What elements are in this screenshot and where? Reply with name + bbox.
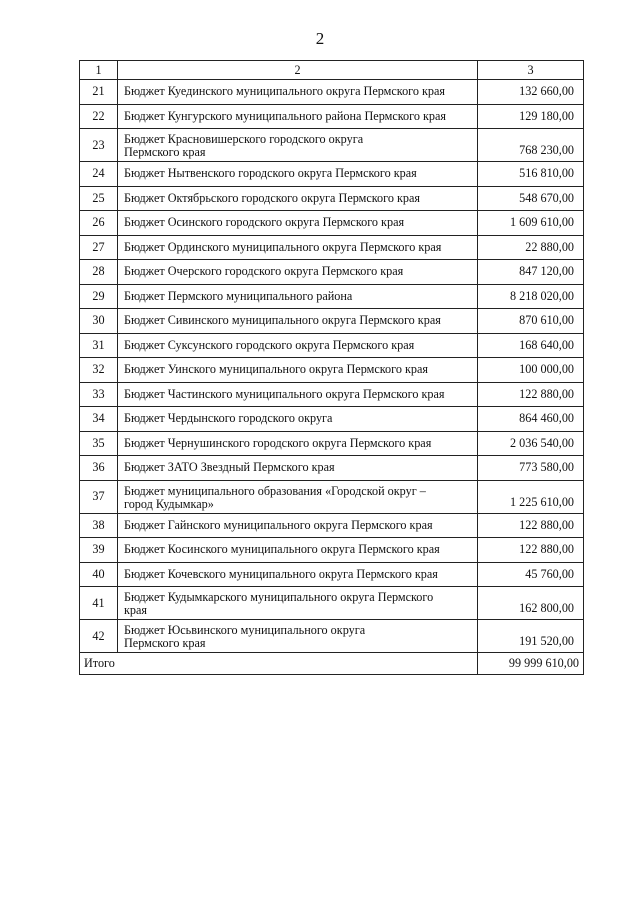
budget-amount: 191 520,00 — [478, 620, 584, 653]
row-number: 22 — [80, 104, 118, 129]
header-cell-number: 1 — [80, 61, 118, 80]
total-amount: 99 999 610,00 — [478, 653, 584, 675]
budget-amount: 122 880,00 — [478, 538, 584, 563]
row-number: 25 — [80, 186, 118, 211]
budget-amount: 548 670,00 — [478, 186, 584, 211]
budget-name: Бюджет Пермского муниципального района — [118, 284, 478, 309]
budget-amount: 870 610,00 — [478, 309, 584, 334]
table-row — [80, 407, 584, 432]
budget-amount: 768 230,00 — [478, 129, 584, 162]
row-number: 31 — [80, 333, 118, 358]
table-row — [80, 309, 584, 334]
budget-name: Бюджет Гайнского муниципального округа Пермского края — [118, 513, 478, 538]
table-row — [80, 358, 584, 383]
budget-name: Бюджет Чердынского городского округа — [118, 407, 478, 432]
table-row — [80, 456, 584, 481]
table-row — [80, 620, 584, 653]
budget-distribution-table — [79, 60, 584, 675]
table-row — [80, 538, 584, 563]
table-row — [80, 235, 584, 260]
table-row — [80, 129, 584, 162]
row-number: 33 — [80, 382, 118, 407]
table-row — [80, 513, 584, 538]
table-row — [80, 186, 584, 211]
budget-name: Бюджет Красновишерского городского округа Пермского края — [118, 129, 478, 162]
row-number: 28 — [80, 260, 118, 285]
row-number: 38 — [80, 513, 118, 538]
budget-name: Бюджет Кунгурского муниципального района Пермского края — [118, 104, 478, 129]
row-number: 26 — [80, 211, 118, 236]
budget-amount: 168 640,00 — [478, 333, 584, 358]
table-row — [80, 162, 584, 187]
table-row — [80, 480, 584, 513]
budget-name: Бюджет Кудымкарского муниципального округа Пермского края — [118, 587, 478, 620]
header-cell-amount: 3 — [478, 61, 584, 80]
table-header-row — [80, 61, 584, 80]
budget-name: Бюджет ЗАТО Звездный Пермского края — [118, 456, 478, 481]
row-number: 37 — [80, 480, 118, 513]
budget-amount: 129 180,00 — [478, 104, 584, 129]
row-number: 35 — [80, 431, 118, 456]
budget-amount: 2 036 540,00 — [478, 431, 584, 456]
row-number: 21 — [80, 80, 118, 105]
header-cell-name: 2 — [118, 61, 478, 80]
budget-amount: 516 810,00 — [478, 162, 584, 187]
row-number: 41 — [80, 587, 118, 620]
budget-name: Бюджет Очерского городского округа Пермского края — [118, 260, 478, 285]
budget-name: Бюджет Косинского муниципального округа Пермского края — [118, 538, 478, 563]
row-number: 29 — [80, 284, 118, 309]
row-number: 24 — [80, 162, 118, 187]
row-number: 30 — [80, 309, 118, 334]
budget-name: Бюджет Ординского муниципального округа Пермского края — [118, 235, 478, 260]
budget-name: Бюджет Суксунского городского округа Пермского края — [118, 333, 478, 358]
budget-name: Бюджет муниципального образования «Городской округ – город Кудымкар» — [118, 480, 478, 513]
budget-amount: 122 880,00 — [478, 513, 584, 538]
budget-name: Бюджет Юсьвинского муниципального округа Пермского края — [118, 620, 478, 653]
table-row — [80, 211, 584, 236]
table-row — [80, 80, 584, 105]
row-number: 36 — [80, 456, 118, 481]
row-number: 32 — [80, 358, 118, 383]
budget-name: Бюджет Частинского муниципального округа Пермского края — [118, 382, 478, 407]
budget-amount: 847 120,00 — [478, 260, 584, 285]
budget-name: Бюджет Октябрьского городского округа Пермского края — [118, 186, 478, 211]
table-row — [80, 333, 584, 358]
budget-name: Бюджет Нытвенского городского округа Пермского края — [118, 162, 478, 187]
budget-name: Бюджет Уинского муниципального округа Пермского края — [118, 358, 478, 383]
table-row — [80, 284, 584, 309]
table-row — [80, 382, 584, 407]
table-row — [80, 104, 584, 129]
budget-amount: 8 218 020,00 — [478, 284, 584, 309]
budget-amount: 122 880,00 — [478, 382, 584, 407]
budget-name: Бюджет Кочевского муниципального округа Пермского края — [118, 562, 478, 587]
table-row — [80, 562, 584, 587]
row-number: 42 — [80, 620, 118, 653]
row-number: 27 — [80, 235, 118, 260]
budget-amount: 1 225 610,00 — [478, 480, 584, 513]
budget-amount: 132 660,00 — [478, 80, 584, 105]
budget-amount: 864 460,00 — [478, 407, 584, 432]
budget-amount: 45 760,00 — [478, 562, 584, 587]
table-row — [80, 587, 584, 620]
budget-amount: 100 000,00 — [478, 358, 584, 383]
budget-name: Бюджет Осинского городского округа Пермского края — [118, 211, 478, 236]
budget-amount: 22 880,00 — [478, 235, 584, 260]
row-number: 23 — [80, 129, 118, 162]
row-number: 34 — [80, 407, 118, 432]
budget-name: Бюджет Куединского муниципального округа Пермского края — [118, 80, 478, 105]
page-number: 2 — [315, 29, 325, 48]
row-number: 39 — [80, 538, 118, 563]
row-number: 40 — [80, 562, 118, 587]
budget-amount: 162 800,00 — [478, 587, 584, 620]
total-label: Итого — [80, 653, 478, 675]
table-row — [80, 260, 584, 285]
budget-name: Бюджет Чернушинского городского округа Пермского края — [118, 431, 478, 456]
budget-amount: 1 609 610,00 — [478, 211, 584, 236]
table-row — [80, 431, 584, 456]
total-row — [80, 653, 584, 675]
budget-name: Бюджет Сивинского муниципального округа Пермского края — [118, 309, 478, 334]
budget-amount: 773 580,00 — [478, 456, 584, 481]
